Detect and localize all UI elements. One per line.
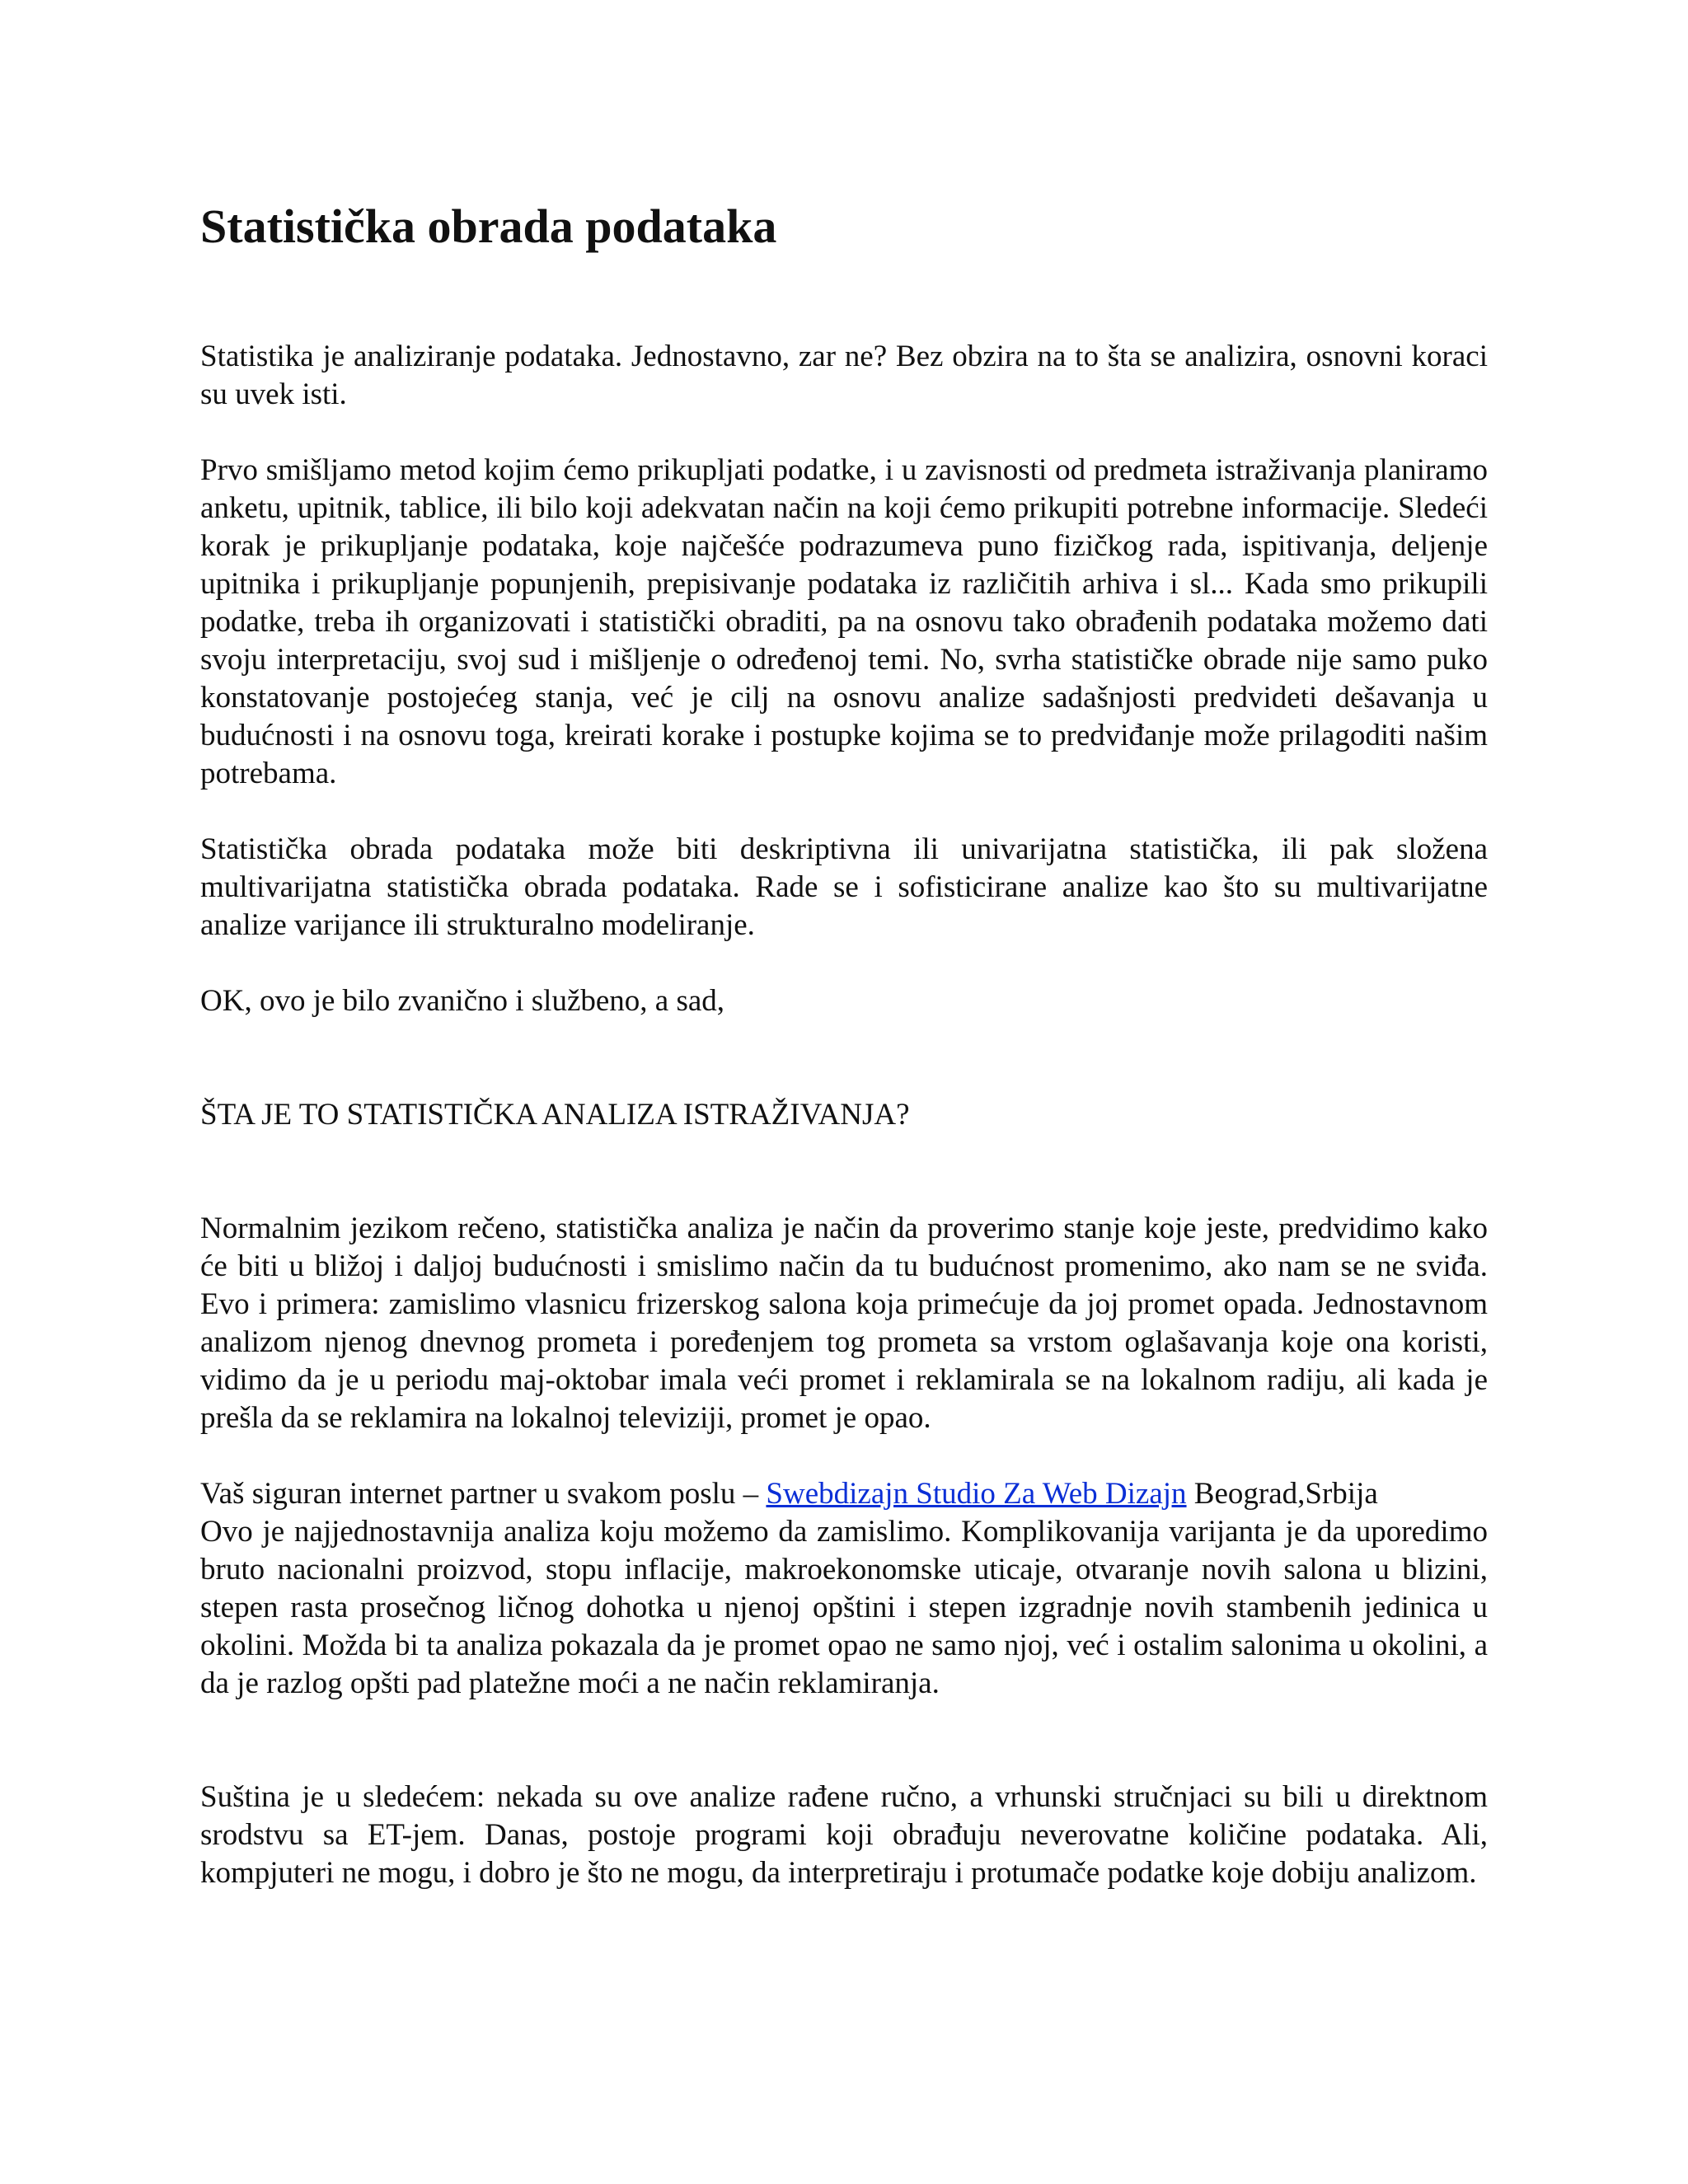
paragraph-complex-analysis: Ovo je najjednostavnija analiza koju možemo da zamislimo. Komplikovanija varijanta je da uporedimo bruto nacionalni proizvod, stopu inflacije, makroekonomske uticaje, otvaranje novih salona u blizini, stepen rasta prosečnog ličnog dohotka u njenoj opštini i stepen izgradnje novih stambenih jedinica u okolini. Možda bi ta analiza pokazala da je promet opao ne samo njoj, već i ostalim salonima u okolini, a da je razlog opšti pad platežne moći a ne način reklamiranja. (200, 1515, 1488, 1700)
partner-suffix: Beograd,Srbija (1186, 1477, 1378, 1511)
paragraph-types: Statistička obrada podataka može biti deskriptivna ili univarijatna statistička, ili pak složena multivarijatna statistička obrada podataka. Rade se i sofisticirane analize kao što su multivarijatne analize varijance ili strukturalno modeliranje. (200, 832, 1488, 942)
page-title: Statistička obrada podataka (200, 199, 777, 253)
section-heading: ŠTA JE TO STATISTIČKA ANALIZA ISTRAŽIVANJA? (200, 1098, 910, 1132)
paragraph-partner (200, 1475, 1488, 1703)
paragraph-conclusion: Suština je u sledećem: nekada su ove analize rađene ručno, a vrhunski stručnjaci su bili u direktnom srodstvu sa ET-jem. Danas, postoje programi koji obrađuju neverovatne količine podataka. Ali, kompjuteri ne mogu, i dobro je što ne mogu, da interpretiraju i protumače podatke koje dobiju analizom. (200, 1780, 1488, 1890)
paragraph-transition: OK, ovo je bilo zvanično i službeno, a sad, (200, 984, 725, 1018)
paragraph-example: Normalnim jezikom rečeno, statistička analiza je način da proverimo stanje koje jeste, predvidimo kako će biti u bližoj i daljoj budućnosti i smislimo način da tu budućnost promenimo, ako nam se ne sviđa. Evo i primera: zamislimo vlasnicu frizerskog salona koja primećuje da joj promet opada. Jednostavnom analizom njenog dnevnog prometa i poređenjem tog prometa sa vrstom oglašavanja koje ona koristi, vidimo da je u periodu maj-oktobar imala veći promet i reklamirala se na lokalnom radiju, ali kada je prešla da se reklamira na lokalnoj televiziji, promet je opao. (200, 1212, 1488, 1435)
swebdizajn-link[interactable]: Swebdizajn Studio Za Web Dizajn (766, 1477, 1187, 1511)
partner-prefix: Vaš siguran internet partner u svakom poslu – (200, 1477, 767, 1511)
document-page (200, 198, 1488, 1892)
paragraph-intro: Statistika je analiziranje podataka. Jednostavno, zar ne? Bez obzira na to šta se analizira, osnovni koraci su uvek isti. (200, 340, 1488, 411)
paragraph-method: Prvo smišljamo metod kojim ćemo prikupljati podatke, i u zavisnosti od predmeta istraživanja planiramo anketu, upitnik, tablice, ili bilo koji adekvatan način na koji ćemo prikupiti potrebne informacije. Sledeći korak je prikupljanje podataka, koje najčešće podrazumeva puno fizičkog rada, ispitivanja, deljenje upitnika i prikupljanje popunjenih, prepisivanje podataka iz različitih arhiva i sl... Kada smo prikupili podatke, treba ih organizovati i statistički obraditi, pa na osnovu tako obrađenih podataka možemo dati svoju interpretaciju, svoj sud i mišljenje o određenoj temi. No, svrha statističke obrade nije samo puko konstatovanje postojećeg stanja, već je cilj na osnovu analize sadašnjosti predvideti dešavanja u budućnosti i na osnovu toga, kreirati korake i postupke kojima se to predviđanje može prilagoditi našim potrebama. (200, 453, 1488, 790)
partner-line (200, 1475, 1488, 1513)
